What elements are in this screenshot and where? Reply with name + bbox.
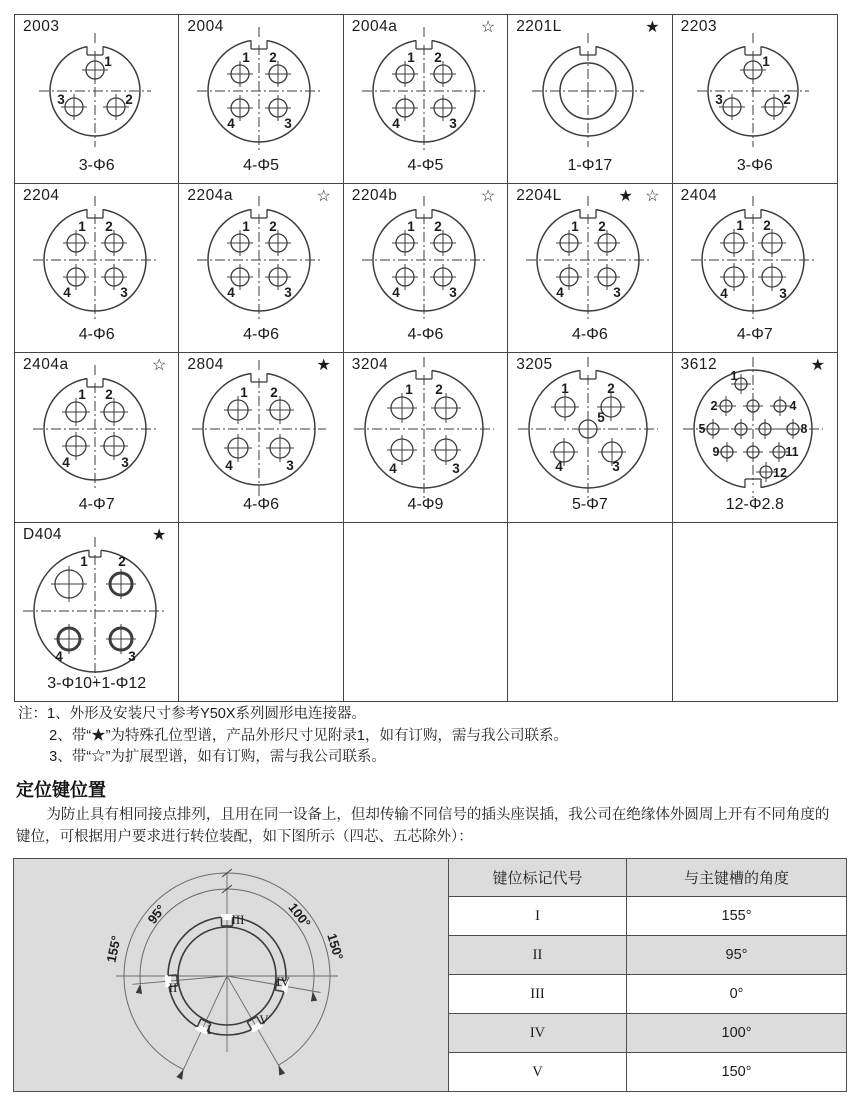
- pin-spec-caption: 4-Φ9: [407, 496, 444, 513]
- model-label: 2804: [187, 356, 224, 373]
- model-label: D404: [23, 526, 63, 543]
- connector-cell-3204: [344, 353, 508, 523]
- svg-text:1: 1: [242, 50, 251, 65]
- svg-text:2: 2: [434, 50, 442, 65]
- model-label: 2004: [187, 18, 224, 35]
- svg-text:3: 3: [613, 285, 621, 300]
- svg-text:3: 3: [286, 458, 295, 473]
- svg-text:4: 4: [227, 116, 236, 131]
- svg-text:4: 4: [555, 459, 563, 474]
- svg-text:2: 2: [782, 92, 791, 107]
- svg-text:1: 1: [104, 54, 112, 69]
- connector-cell-2201L: [508, 15, 672, 184]
- table-header: 键位标记代号: [449, 859, 627, 897]
- svg-text:1: 1: [78, 219, 86, 234]
- svg-text:11: 11: [784, 445, 799, 459]
- notes-block: [18, 704, 838, 769]
- pin-spec-caption: 4-Φ6: [78, 326, 115, 343]
- svg-text:3: 3: [612, 459, 620, 474]
- key-diagram-svg: [16, 860, 447, 1087]
- connector-cell-2404: [673, 184, 837, 353]
- note-line: 2、带“★”为特殊孔位型谱，产品外形尺寸见附录1，如有订购，需与我公司联系。: [49, 727, 568, 744]
- svg-text:4: 4: [392, 285, 400, 300]
- svg-text:8: 8: [800, 422, 808, 436]
- model-label: 2203: [680, 18, 718, 35]
- svg-text:1: 1: [730, 369, 738, 383]
- connector-cell-2204: [15, 184, 179, 353]
- pin-spec-caption: 4-Φ7: [736, 326, 773, 343]
- pin-spec-caption: 3-Φ10+1-Φ12: [47, 675, 147, 692]
- svg-text:III: III: [231, 911, 244, 927]
- svg-text:3: 3: [714, 92, 723, 107]
- connector-cell-2404a: [15, 353, 179, 523]
- svg-text:1: 1: [240, 385, 249, 400]
- pin-spec-caption: 4-Φ6: [407, 326, 444, 343]
- pin-spec-caption: 4-Φ5: [407, 157, 444, 174]
- extended-star-icon: ☆: [480, 188, 500, 205]
- connector-cell-2004a: [344, 15, 508, 184]
- key-angle-cell: 0°: [627, 975, 847, 1014]
- svg-text:IV: IV: [275, 973, 290, 989]
- svg-text:9: 9: [712, 445, 720, 459]
- svg-text:4: 4: [63, 285, 71, 300]
- pin-spec-caption: 4-Φ6: [571, 326, 608, 343]
- extended-star-icon: ☆: [480, 19, 500, 36]
- connector-cell-3612: [673, 353, 837, 523]
- svg-text:4: 4: [556, 285, 564, 300]
- connector-cell-2804: [179, 353, 343, 523]
- svg-text:12: 12: [772, 466, 787, 480]
- svg-text:1: 1: [735, 218, 744, 233]
- svg-text:3: 3: [449, 116, 457, 131]
- connector-cell-2003: [15, 15, 179, 184]
- model-label: 2003: [23, 18, 60, 35]
- empty-cell: [179, 523, 343, 701]
- empty-cell: [508, 523, 672, 701]
- svg-text:4: 4: [225, 458, 234, 473]
- key-code-cell: II: [449, 936, 627, 975]
- pin-spec-caption: 3-Φ6: [78, 157, 115, 174]
- svg-text:2: 2: [435, 382, 443, 397]
- connector-cell-2204L: [508, 184, 672, 353]
- svg-text:4: 4: [789, 399, 797, 413]
- pin-spec-caption: 4-Φ6: [243, 326, 280, 343]
- svg-text:4: 4: [55, 649, 63, 664]
- svg-text:1: 1: [407, 219, 415, 234]
- key-angle-table: [13, 858, 847, 1092]
- svg-text:II: II: [168, 979, 177, 995]
- connector-grid: [14, 14, 838, 702]
- svg-text:1: 1: [761, 54, 770, 69]
- key-angle-cell: 150°: [627, 1053, 847, 1092]
- key-position-diagram: [14, 859, 449, 1092]
- table-header: 与主键槽的角度: [627, 859, 847, 897]
- extended-star-icon: ☆: [316, 188, 335, 205]
- svg-text:1: 1: [78, 387, 86, 402]
- model-label: 2204b: [351, 187, 398, 204]
- connector-cell-2204b: [344, 184, 508, 353]
- model-label: 2204L: [516, 187, 562, 204]
- svg-text:3: 3: [120, 285, 128, 300]
- svg-text:V: V: [258, 1011, 269, 1027]
- note-line: 注：1、外形及安装尺寸参考Y50X系列圆形电连接器。: [18, 706, 367, 722]
- svg-text:2: 2: [710, 399, 718, 413]
- key-code-cell: III: [449, 975, 627, 1014]
- note-line: 3、带“☆”为扩展型谱，如有订购，需与我公司联系。: [49, 749, 386, 765]
- svg-text:2: 2: [269, 219, 278, 234]
- pin-spec-caption: 3-Φ6: [736, 157, 773, 174]
- pin-spec-caption: 4-Φ6: [243, 496, 280, 513]
- svg-text:4: 4: [62, 455, 70, 470]
- connector-cell-D404: [15, 523, 179, 701]
- model-label: 2004a: [351, 18, 398, 35]
- model-label: 2404: [680, 187, 718, 204]
- svg-text:2: 2: [118, 554, 126, 569]
- svg-text:3: 3: [284, 285, 293, 300]
- connector-cell-3205: [508, 353, 672, 523]
- svg-text:2: 2: [105, 219, 113, 234]
- special-star-icon: ★: [810, 357, 829, 374]
- svg-text:2: 2: [125, 92, 133, 107]
- svg-text:155°: 155°: [102, 933, 124, 964]
- svg-text:4: 4: [719, 286, 728, 301]
- special-star-icon: ★ ☆: [618, 188, 664, 205]
- key-code-cell: IV: [449, 1014, 627, 1053]
- empty-cell: [344, 523, 508, 701]
- svg-text:2: 2: [105, 387, 113, 402]
- pin-spec-caption: 12-Φ2.8: [725, 496, 784, 513]
- key-code-cell: V: [449, 1053, 627, 1092]
- svg-text:1: 1: [80, 554, 88, 569]
- svg-text:5: 5: [597, 410, 605, 425]
- svg-text:1: 1: [571, 219, 579, 234]
- svg-text:3: 3: [128, 649, 136, 664]
- key-angle-cell: 100°: [627, 1014, 847, 1053]
- svg-text:4: 4: [389, 461, 397, 476]
- svg-text:2: 2: [607, 381, 615, 396]
- svg-text:1: 1: [242, 219, 251, 234]
- svg-text:100°: 100°: [284, 899, 314, 930]
- svg-text:3: 3: [449, 285, 457, 300]
- pin-spec-caption: 5-Φ7: [571, 496, 608, 513]
- pin-spec-caption: 1-Φ17: [567, 157, 613, 174]
- svg-text:I: I: [206, 1021, 211, 1037]
- key-position-panel: [13, 858, 847, 1092]
- empty-cell: [673, 523, 837, 701]
- svg-text:95°: 95°: [143, 901, 168, 927]
- pin-spec-caption: 4-Φ5: [243, 157, 280, 174]
- pin-spec-caption: 4-Φ7: [78, 496, 115, 513]
- key-code-cell: I: [449, 897, 627, 936]
- svg-text:4: 4: [392, 116, 400, 131]
- model-label: 3205: [516, 356, 553, 373]
- svg-text:2: 2: [270, 385, 279, 400]
- svg-text:1: 1: [405, 382, 413, 397]
- svg-text:3: 3: [284, 116, 293, 131]
- extended-star-icon: ☆: [152, 357, 171, 374]
- svg-text:5: 5: [698, 422, 706, 436]
- svg-text:3: 3: [452, 461, 460, 476]
- model-label: 2204: [23, 187, 60, 204]
- connector-cell-2004: [179, 15, 343, 184]
- svg-text:3: 3: [778, 286, 787, 301]
- model-label: 2404a: [23, 356, 69, 373]
- svg-text:2: 2: [762, 218, 771, 233]
- key-angle-cell: 155°: [627, 897, 847, 936]
- svg-text:2: 2: [434, 219, 442, 234]
- special-star-icon: ★: [645, 19, 664, 36]
- connector-cell-2203: [673, 15, 837, 184]
- special-star-icon: ★: [316, 357, 335, 374]
- key-section-title: 定位键位置: [16, 780, 106, 800]
- model-label: 3204: [351, 356, 389, 373]
- svg-text:4: 4: [227, 285, 236, 300]
- model-label: 3612: [680, 356, 718, 373]
- connector-cell-2204a: [179, 184, 343, 353]
- special-star-icon: ★: [152, 527, 171, 544]
- model-label: 2201L: [516, 18, 562, 35]
- model-label: 2204a: [187, 187, 233, 204]
- key-angle-cell: 95°: [627, 936, 847, 975]
- svg-text:1: 1: [407, 50, 415, 65]
- svg-text:3: 3: [121, 455, 129, 470]
- svg-text:150°: 150°: [323, 931, 346, 962]
- svg-text:2: 2: [598, 219, 606, 234]
- svg-text:2: 2: [269, 50, 278, 65]
- svg-text:3: 3: [57, 92, 65, 107]
- key-section-paragraph: 为防止具有相同接点排列，且用在同一设备上，但却传输不同信号的插头座误插，我公司在绝缘体外圆周上开有不同角度的键位，可根据用户要求进行转位装配，如下图所示（四芯、五芯除外）：: [16, 807, 830, 845]
- svg-text:1: 1: [561, 381, 569, 396]
